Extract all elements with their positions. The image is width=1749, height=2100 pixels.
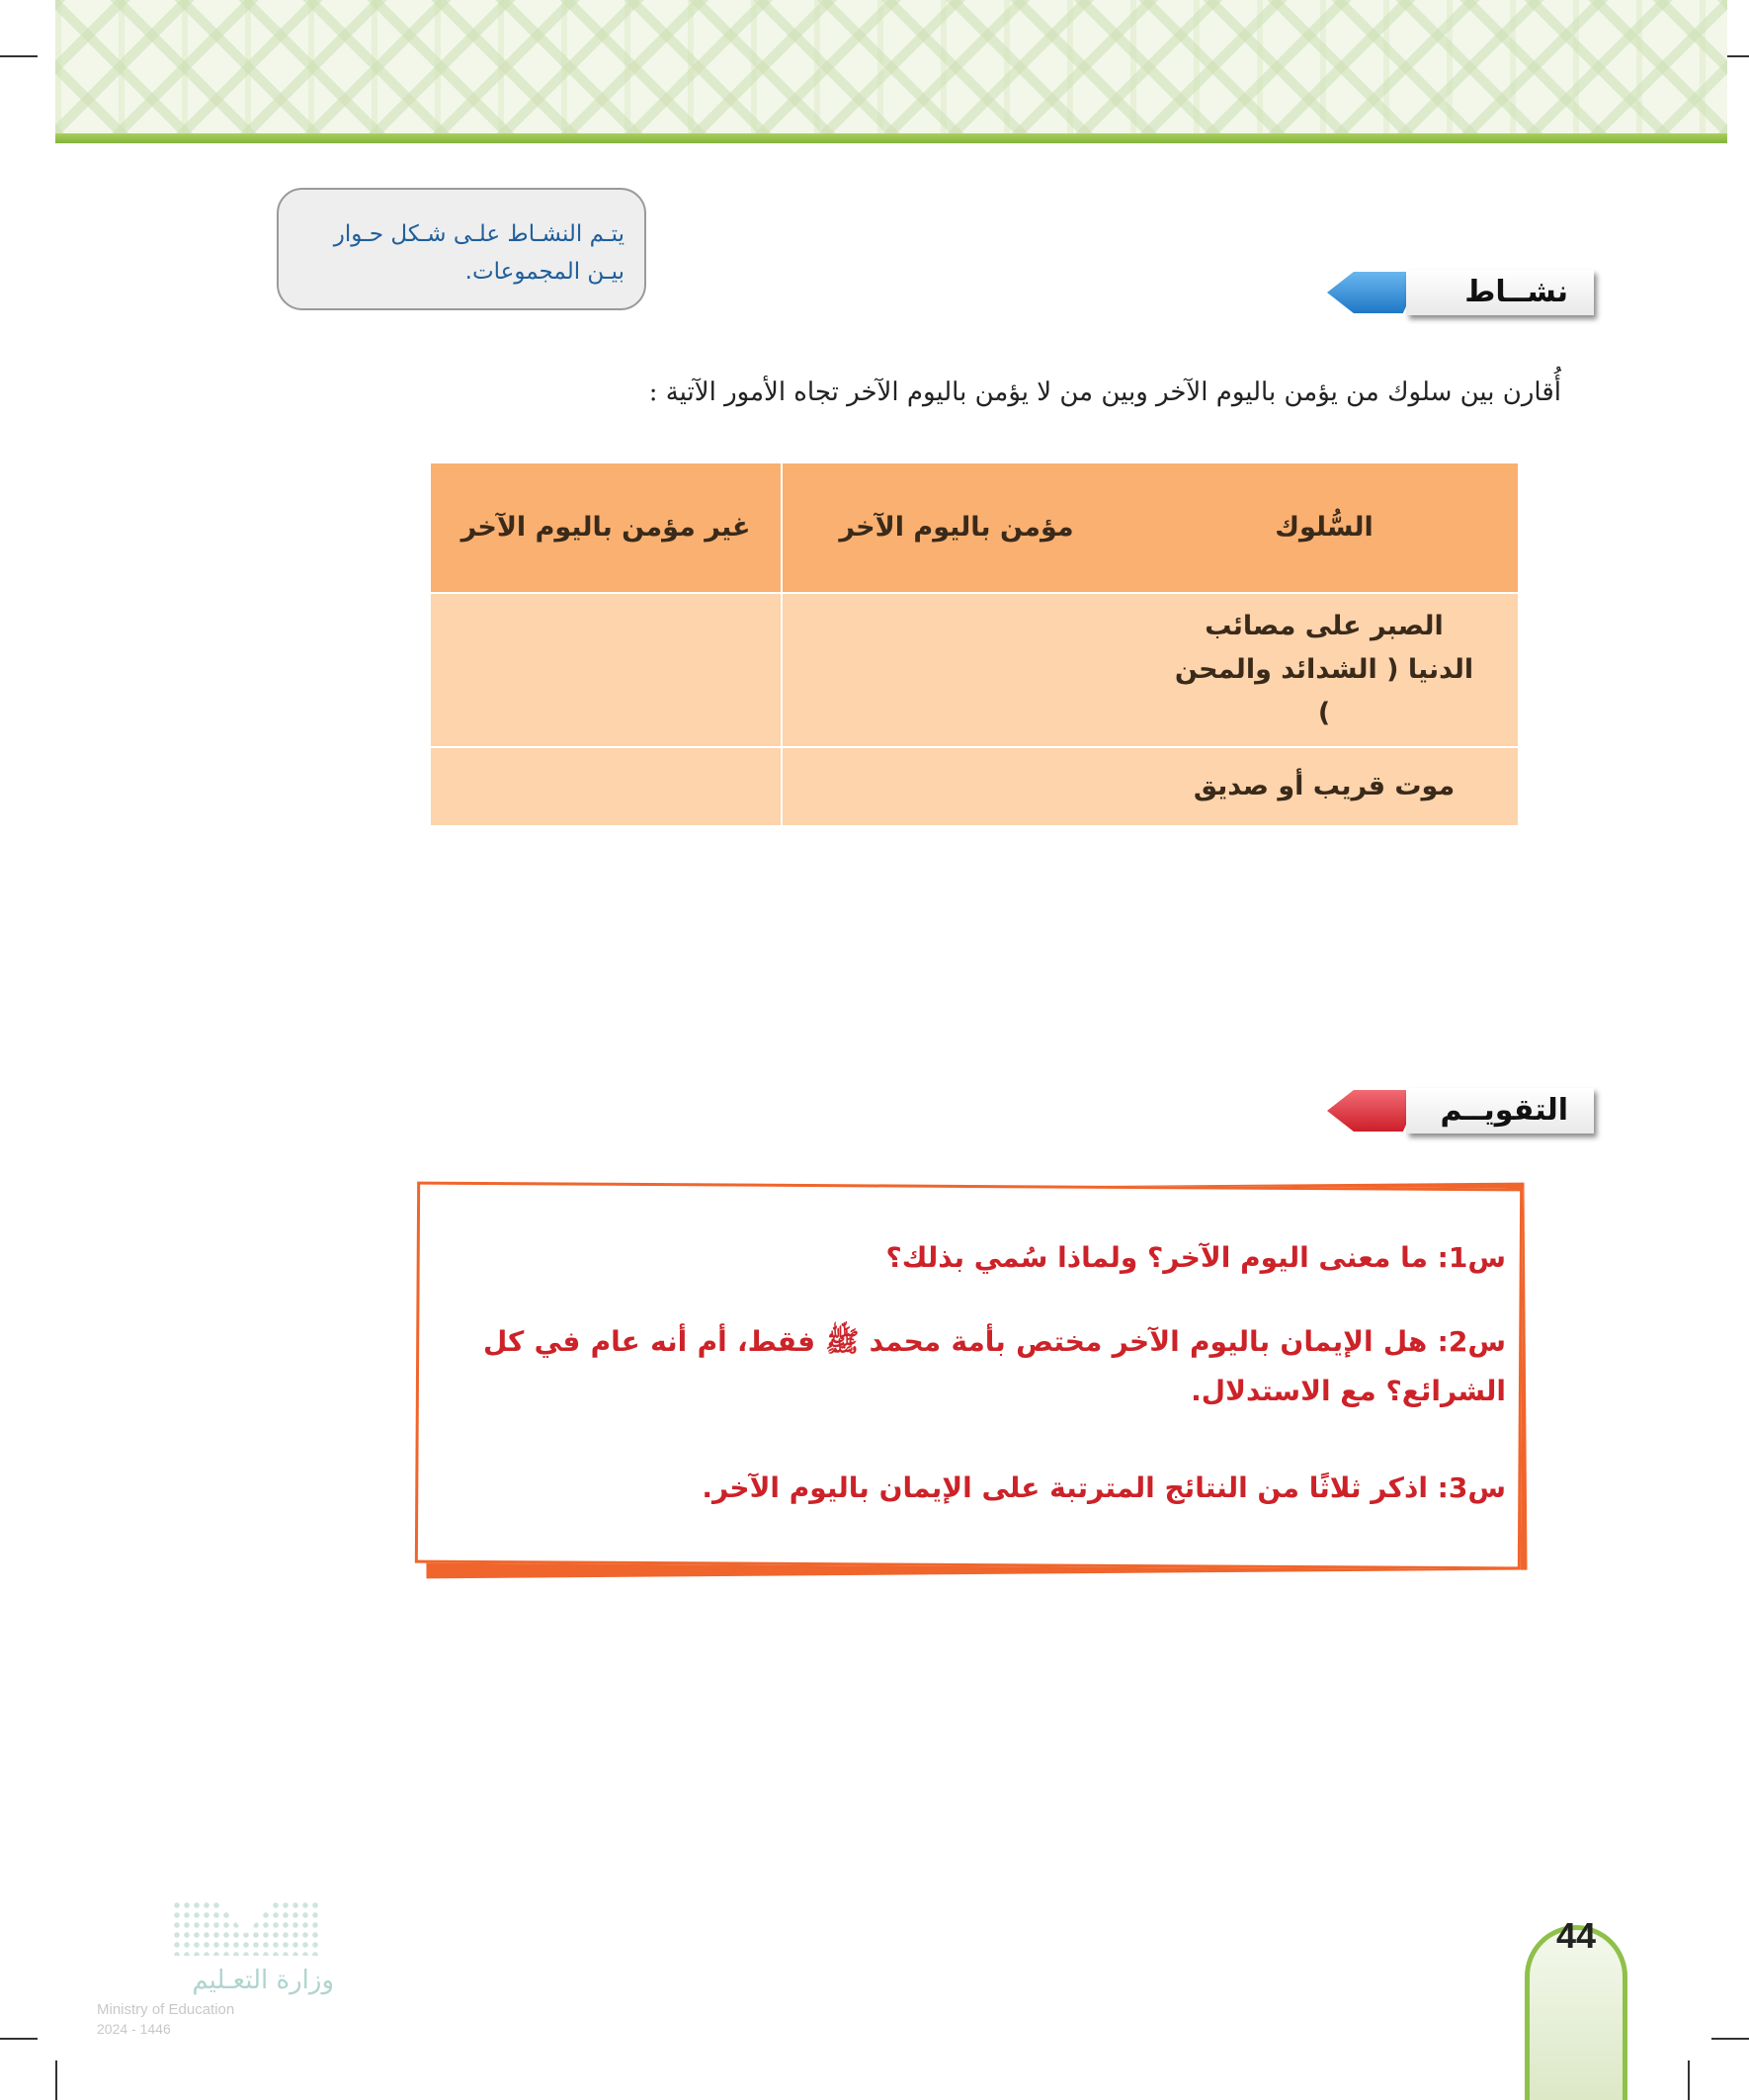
ministry-logo [97,1892,334,2041]
question-3: س3: اذكر ثلاثًا من النتائج المترتبة على الإيمان باليوم الآخر. [702,1471,1506,1504]
evaluation-tab-label: التقويــم [1406,1088,1594,1134]
crop-mark [1688,2060,1690,2100]
evaluation-section-tab [1327,1082,1594,1139]
ministry-dots-icon [172,1900,320,1956]
table-cell: موت قريب أو صديق [1130,748,1518,827]
table-header-cell: السُّلوك [1130,463,1518,594]
table-header-cell: غير مؤمن باليوم الآخر [429,463,781,594]
table-row [429,748,1518,827]
activity-note [277,188,646,310]
activity-section-tab [1327,264,1594,321]
table-cell: الصبر على مصائب الدنيا ( الشدائد والمحن ) [1130,594,1518,748]
table-header-cell: مؤمن باليوم الآخر [781,463,1130,594]
question-1: س1: ما معنى اليوم الآخر؟ ولماذا سُمي بذلك؟ [885,1241,1506,1274]
crop-mark [0,2038,38,2040]
activity-tab-label: نشــاط [1406,270,1594,315]
question-2: س2: هل الإيمان باليوم الآخر مختص بأمة محمد ﷺ فقط، أم أنه عام في كل الشرائع؟ مع الاستدلال. [483,1325,1506,1407]
table-cell[interactable] [781,594,1130,748]
ministry-year: 2024 - 1446 [97,2021,171,2037]
table-cell[interactable] [429,748,781,827]
comparison-table [429,463,1518,827]
ministry-name-ar: وزارة التعـليم [192,1966,334,1995]
crop-mark [1711,2038,1749,2040]
header-pattern [55,0,1727,138]
ministry-name-en: Ministry of Education [97,2001,235,2018]
page-number: 44 [1555,1915,1597,1956]
crop-mark [0,55,38,57]
table-row [429,594,1518,748]
crop-mark [55,2060,57,2100]
table-header-row [429,463,1518,594]
table-cell[interactable] [429,594,781,748]
activity-note-text: يتـم النشـاط علـى شـكل حـوار بيـن المجموعات. [333,221,625,285]
table-cell[interactable] [781,748,1130,827]
header-divider [55,133,1727,143]
activity-instruction: أُقارن بين سلوك من يؤمن باليوم الآخر وبين من لا يؤمن باليوم الآخر تجاه الأمور الآتية : [648,378,1561,407]
